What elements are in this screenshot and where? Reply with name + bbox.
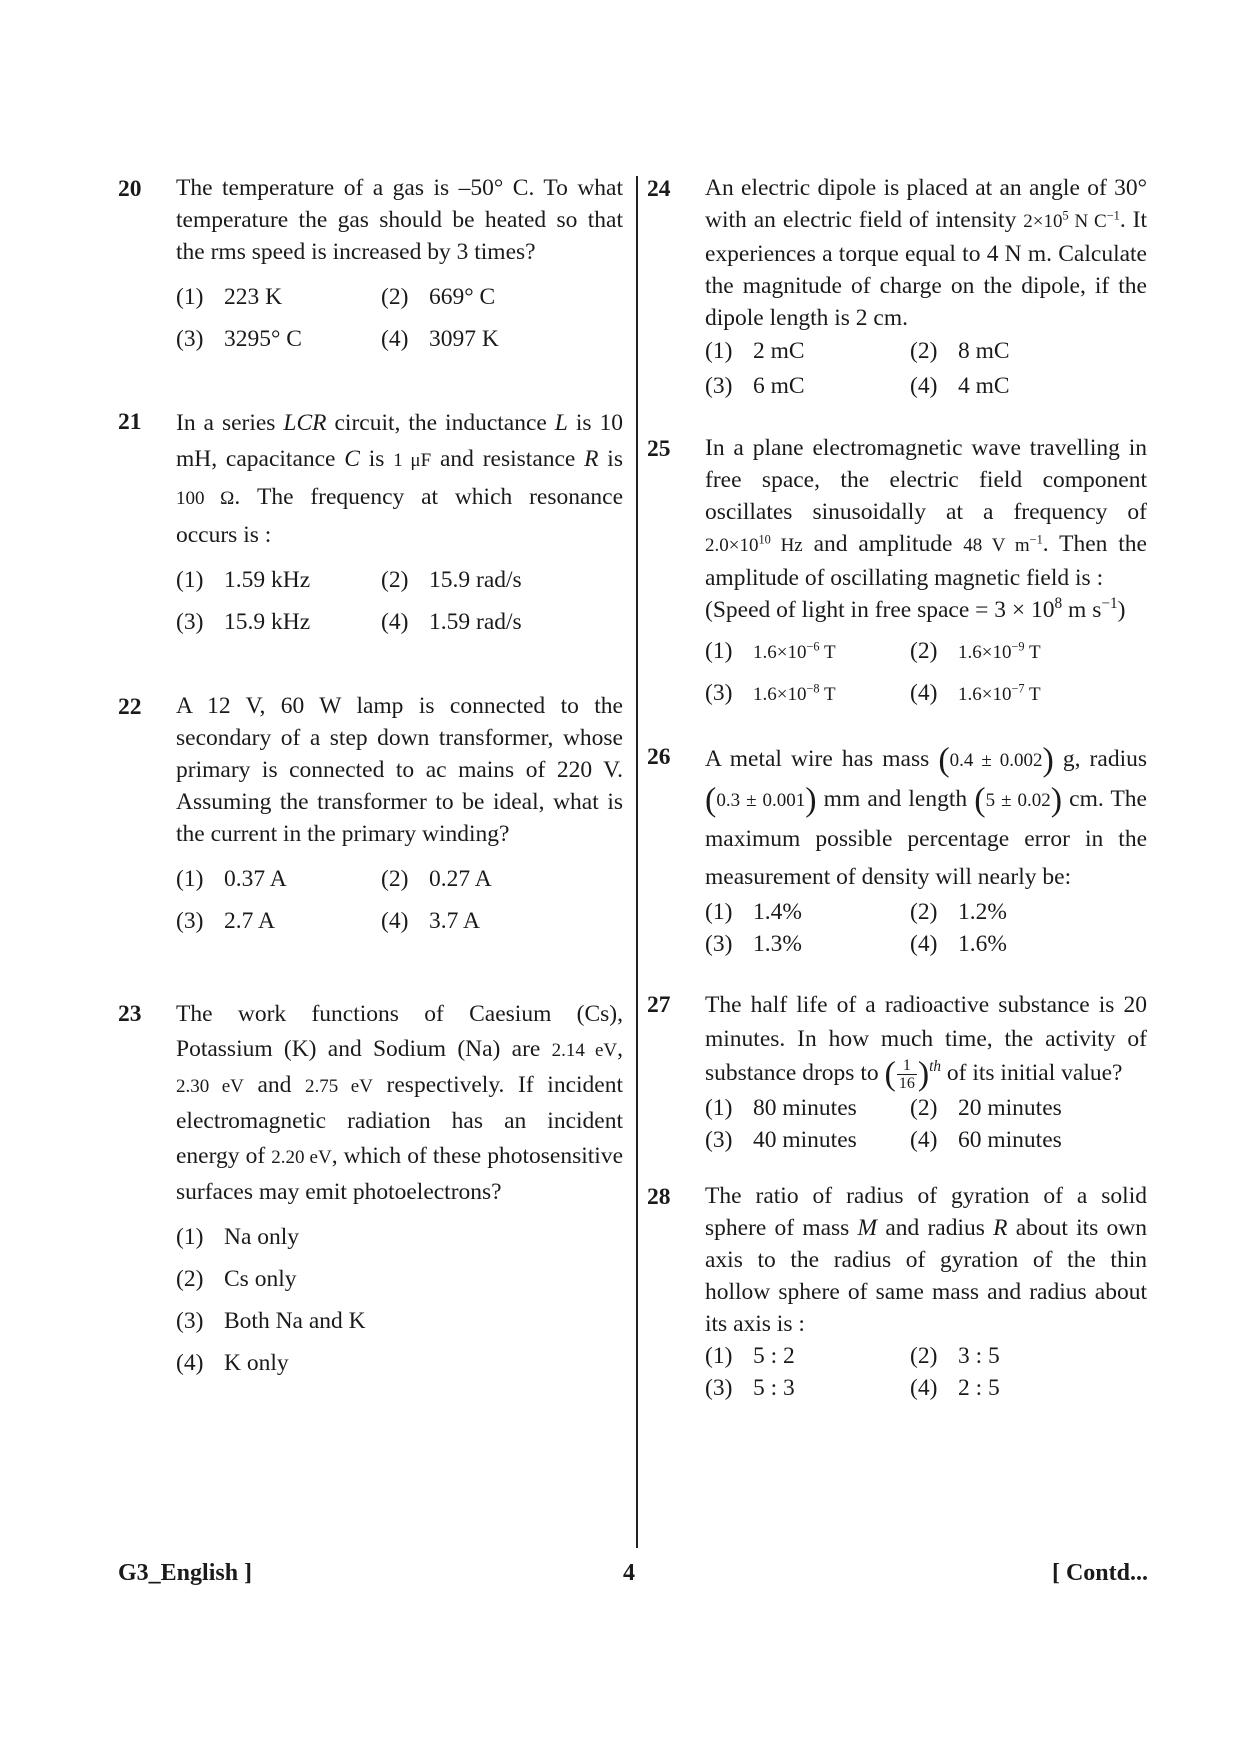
question-text: A 12 V, 60 W lamp is connected to the secondary of a step down transformer, whose primary is connected to ac mains of 220 V. Assuming the transformer to be ideal, what is the current in the primary winding? (176, 693, 623, 847)
options (705, 896, 1147, 960)
page-footer (118, 1560, 1148, 1596)
question-text: The temperature of a gas is –50° C. To what temperature the gas should be heated so that the rms speed is increased by 3 times? (176, 175, 623, 265)
option-2: (2) 8 mC (910, 338, 1010, 364)
option-1: (1) 1.4% (705, 899, 802, 925)
options (176, 563, 623, 640)
question-26 (647, 740, 1147, 960)
option-3: (3) 1.3% (705, 931, 802, 957)
option-2: (2) 1.2% (910, 899, 1007, 925)
question-number: 20 (118, 176, 142, 202)
question-text: The ratio of radius of gyration of a solid sphere of mass M and radius R about its own axis to the radius of gyration of the thin hollow sphere of same mass and radius about its axis is : (705, 1183, 1147, 1338)
options (705, 334, 1147, 404)
question-number: 22 (118, 694, 142, 720)
option-2: (2) 20 minutes (910, 1095, 1062, 1122)
options (176, 280, 623, 357)
option-1: (1) 1.59 kHz (176, 567, 311, 593)
question-number: 25 (647, 436, 671, 462)
option-4: (4) 2 : 5 (910, 1375, 1000, 1402)
options (705, 634, 1147, 712)
option-3: (3) Both Na and K (176, 1308, 366, 1334)
question-number: 24 (647, 176, 671, 202)
options (705, 1092, 1147, 1156)
question-number: 27 (647, 992, 671, 1018)
option-2: (2) 0.27 A (381, 866, 492, 892)
option-2: (2) $1.6\times 10^{-9}$ T (910, 638, 1041, 664)
speed-of-light-note: (Speed of light in free space = $3 \times 10^8$ m $s^{-1}$) (705, 595, 1126, 623)
question-23 (118, 997, 623, 1381)
question-text: The work functions of Caesium (Cs), Potassium (K) and Sodium (Na) are 2.14 eV, 2.30 eV and 2.75 eV respectively. If incident electromagnetic radiation has an incident energy of 2.20 eV, which of these photosensitive surfaces may emit photoelectrons? (176, 1001, 624, 1205)
question-text: In a series LCR circuit, the inductance L is 10 mH, capacitance C is 1 μF and resistance R is 100 Ω. The frequency at which resonance occurs is : (176, 410, 624, 548)
option-2: (2) 3 : 5 (910, 1343, 1000, 1370)
option-1: (1) 5 : 2 (705, 1343, 795, 1370)
option-2: (2) 669° C (381, 284, 496, 310)
option-1: (1) $1.6\times 10^{-6}$ T (705, 638, 836, 664)
column-divider (636, 176, 638, 1548)
fraction: $\frac{1}{16}$ (898, 1057, 915, 1093)
question-27 (647, 988, 1147, 1156)
option-1: (1) 0.37 A (176, 866, 287, 892)
option-3: (3) 2.7 A (176, 908, 275, 934)
option-3: (3) $1.6\times 10^{-8}$ T (705, 680, 836, 706)
question-text: In a plane electromagnetic wave travelling in free space, the electric field component oscillates sinusoidally at a frequency of $2.0\times 10^{10}$ Hz and amplitude 48 V $m^{-1}$. Then the amplitude of oscillating magnetic field is : (705, 435, 1147, 591)
footer-contd: [ Contd... (1051, 1560, 1148, 1586)
option-1: (1) 223 K (176, 284, 283, 310)
question-28 (647, 1180, 1147, 1404)
question-number: 21 (118, 409, 142, 435)
left-column (118, 172, 623, 1381)
footer-paper-code: G3_English ] (118, 1560, 253, 1586)
question-text: An electric dipole is placed at an angle of 30° with an electric field of intensity $2\times 10^5$ N $C^{-1}$. It experiences a torque equal to 4 N m. Calculate the magnitude of charge on the dipole, if the dipole length is 2 cm. (705, 175, 1147, 331)
option-4: (4) 60 minutes (910, 1127, 1062, 1154)
option-4: (4) 1.59 rad/s (381, 609, 522, 635)
option-3: (3) 6 mC (705, 373, 805, 399)
option-2: (2) Cs only (176, 1266, 297, 1292)
options (705, 1340, 1147, 1404)
option-4: (4) K only (176, 1350, 289, 1376)
option-3: (3) 3295° C (176, 326, 302, 352)
right-column (647, 172, 1147, 1404)
option-3: (3) 5 : 3 (705, 1375, 795, 1402)
question-21 (118, 405, 623, 640)
question-text: A metal wire has mass (0.4 ± 0.002) g, radius (0.3 ± 0.001) mm and length (5 ± 0.02) cm. The maximum possible percentage error in the measurement of density will nearly be: (705, 741, 1147, 890)
question-number: 23 (118, 1001, 142, 1027)
option-4: (4) 3.7 A (381, 908, 480, 934)
question-25 (647, 432, 1147, 712)
option-2: (2) 15.9 rad/s (381, 567, 522, 593)
options (176, 862, 623, 939)
option-3: (3) 40 minutes (705, 1127, 857, 1154)
options (176, 1220, 623, 1381)
question-number: 28 (647, 1184, 671, 1211)
option-1: (1) 2 mC (705, 338, 805, 364)
question-20 (118, 172, 623, 357)
option-4: (4) 3097 K (381, 326, 499, 352)
option-4: (4) 4 mC (910, 373, 1010, 399)
option-3: (3) 15.9 kHz (176, 609, 311, 635)
option-1: (1) Na only (176, 1224, 300, 1250)
question-text: The half life of a radioactive substance is 20 minutes. In how much time, the activity of substance drops to ( $\frac{1}{16}$ )$^{th}$ of its initial value? (705, 992, 1147, 1093)
question-24 (647, 172, 1147, 404)
option-1: (1) 80 minutes (705, 1095, 857, 1122)
field-intensity: $2\times 10^5$ N $C^{-1}$ (1023, 208, 1120, 232)
question-22 (118, 690, 623, 939)
page-number: 4 (623, 1560, 635, 1586)
option-4: (4) $1.6\times 10^{-7}$ T (910, 680, 1041, 706)
question-number: 26 (647, 744, 671, 770)
option-4: (4) 1.6% (910, 931, 1007, 957)
